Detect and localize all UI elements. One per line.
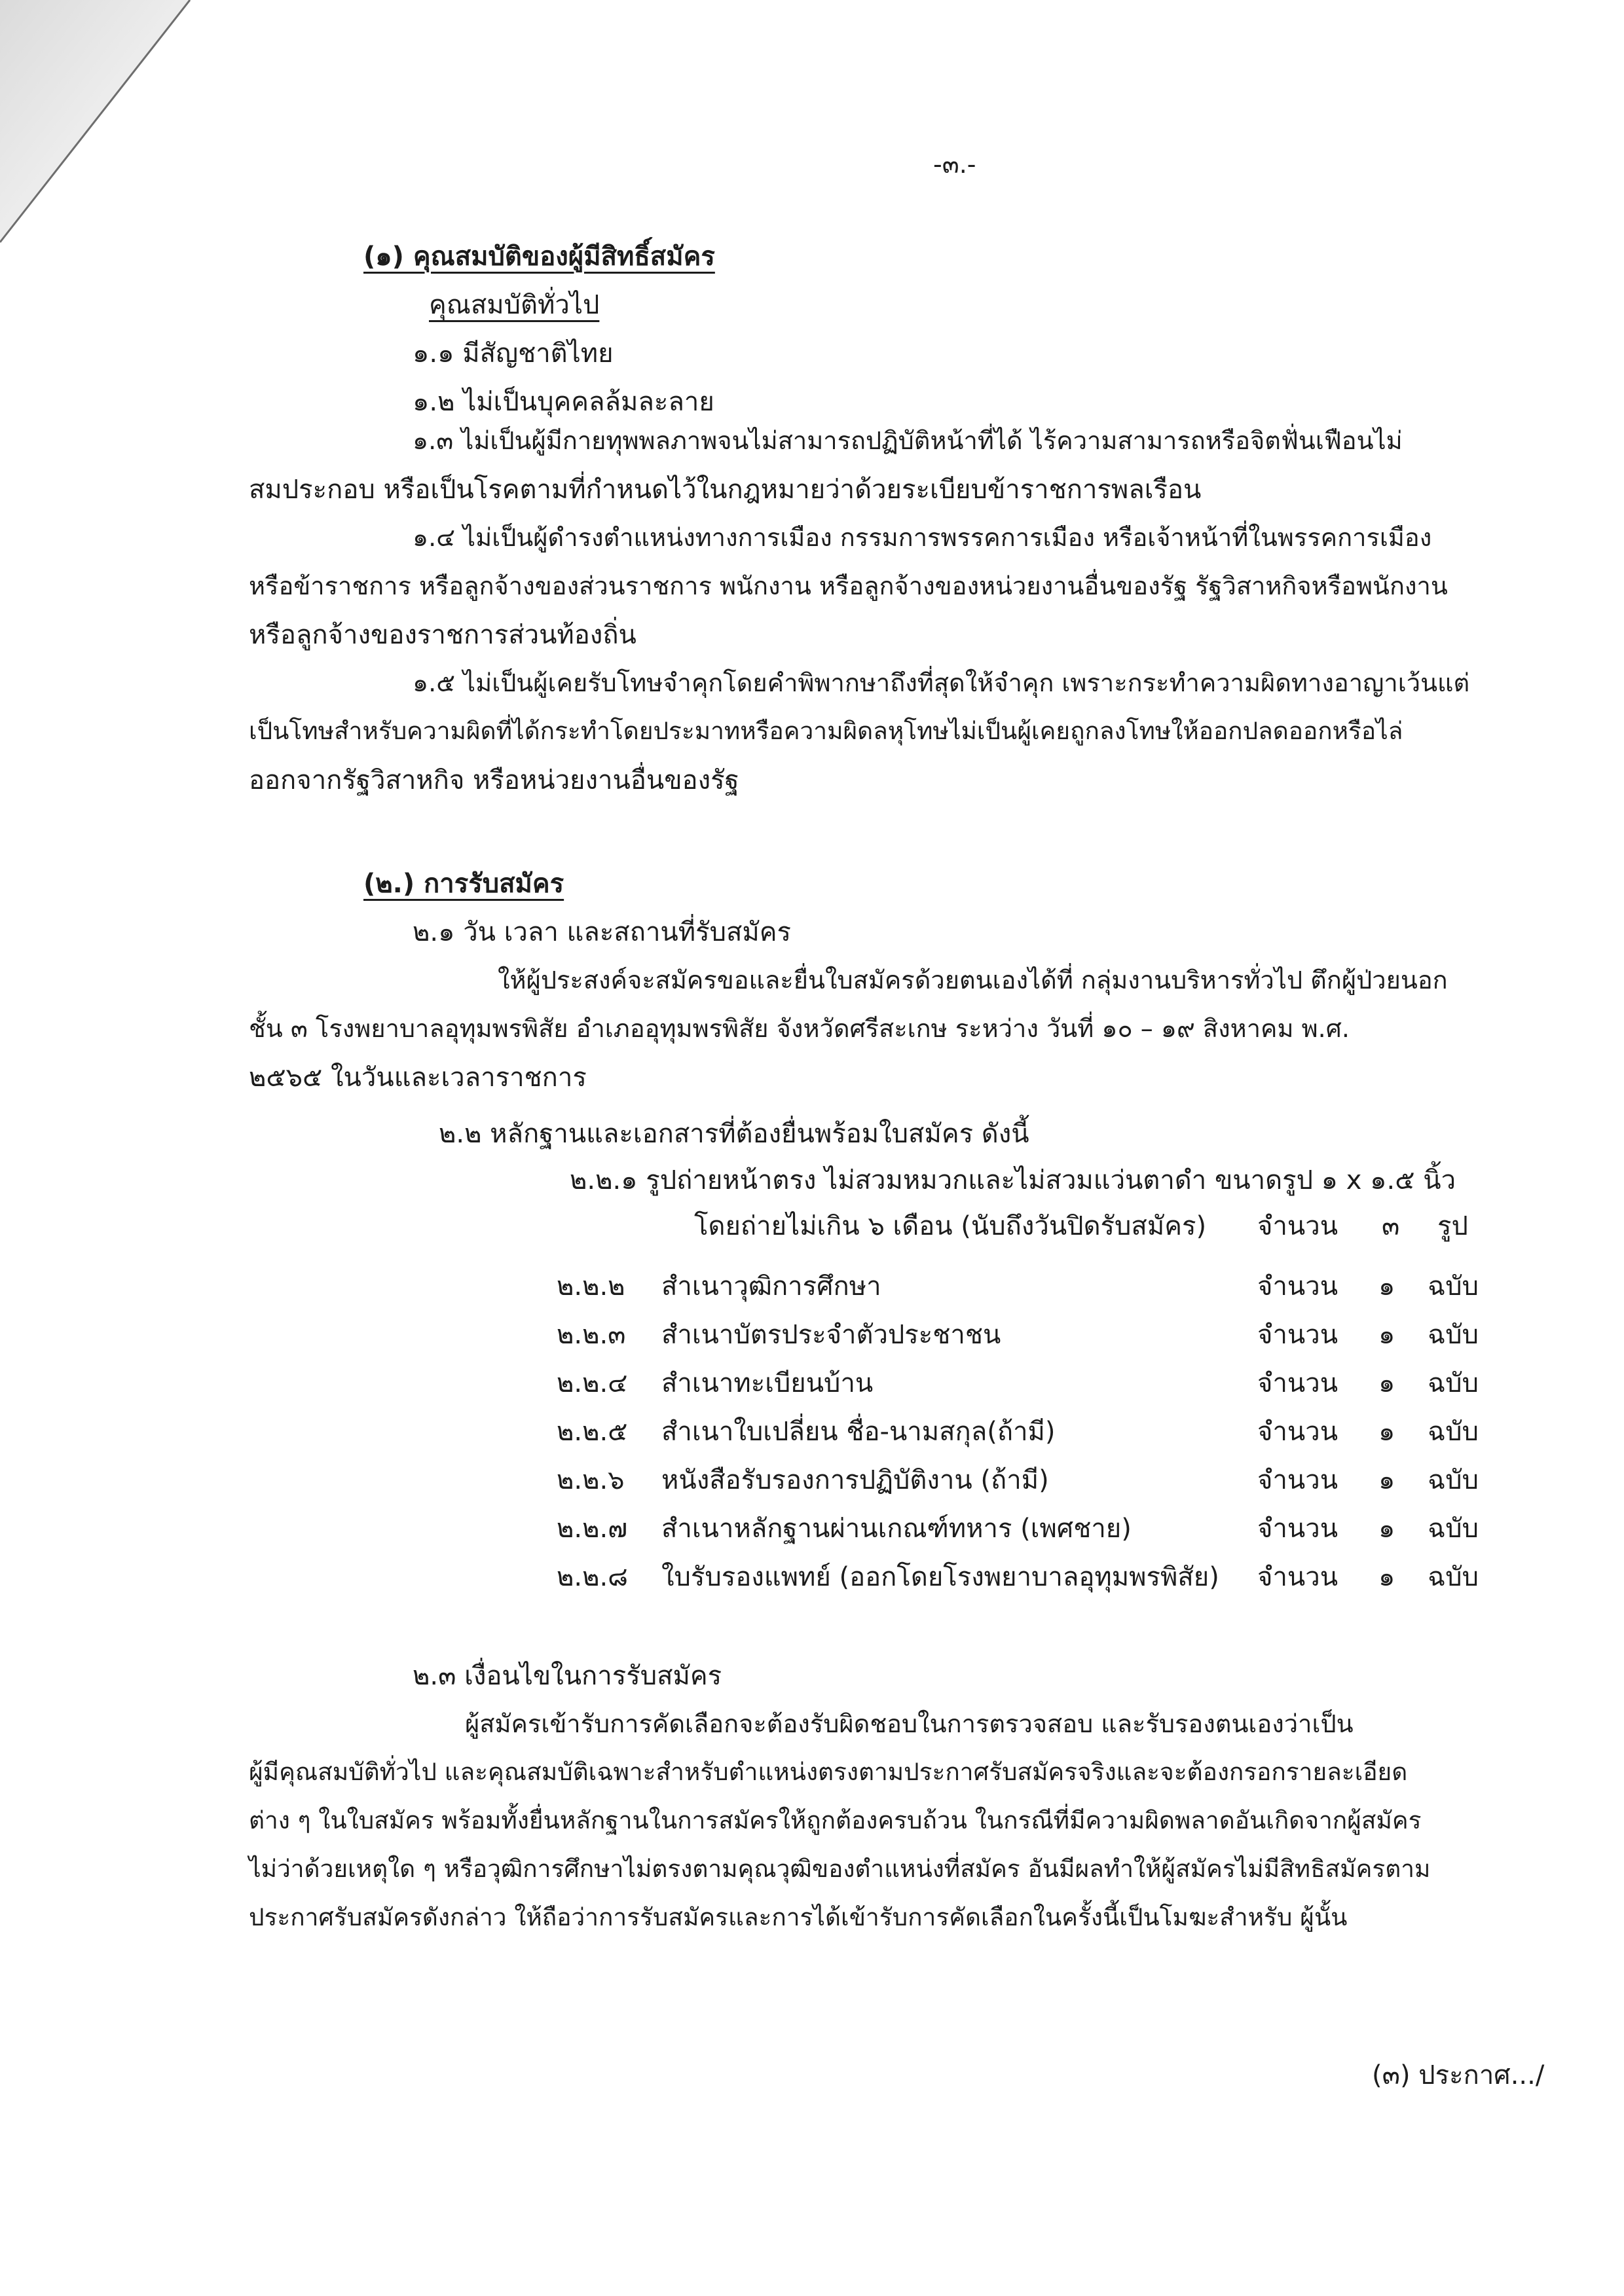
document-item-1-line2 <box>537 1208 1532 1245</box>
qualification-1-3-line2: สมประกอบ หรือเป็นโรคตามที่กำหนดไว้ในกฎหมายว่าด้วยระเบียบข้าราชการพลเรือน <box>249 475 1202 505</box>
document-item-label: หนังสือรับรองการปฏิบัติงาน (ถ้ามี) <box>661 1465 1049 1495</box>
document-item <box>557 1317 1552 1353</box>
document-item-count: ๑ <box>1378 1271 1395 1302</box>
page-corner-fold <box>0 0 196 249</box>
document-item-number: ๒.๒.๖ <box>557 1465 625 1495</box>
document-item <box>557 1365 1552 1402</box>
qualification-1-4-line2: หรือข้าราชการ หรือลูกจ้างของส่วนราชการ พนักงาน หรือลูกจ้างของหน่วยงานอื่นของรัฐ รัฐวิสาหกิจหรือพนักงาน <box>249 572 1448 600</box>
document-item-qty-label: จำนวน <box>1257 1271 1338 1302</box>
document-item-qty-label: จำนวน <box>1257 1368 1338 1398</box>
document-item-count: ๑ <box>1378 1562 1395 1592</box>
document-item-label: สำเนาบัตรประจำตัวประชาชน <box>661 1320 1001 1350</box>
document-item-unit: ฉบับ <box>1428 1320 1479 1350</box>
qualification-1-4-line3: หรือลูกจ้างของราชการส่วนท้องถิ่น <box>249 620 637 650</box>
document-item-qty-label: จำนวน <box>1257 1562 1338 1592</box>
qualification-1-4-line1: ๑.๔ ไม่เป็นผู้ดำรงตำแหน่งทางการเมือง กรรมการพรรคการเมือง หรือเจ้าหน้าที่ในพรรคการเมือง <box>413 523 1432 552</box>
document-item-unit: ฉบับ <box>1428 1271 1479 1302</box>
document-item-unit: ฉบับ <box>1428 1562 1479 1592</box>
document-item-label: สำเนาทะเบียนบ้าน <box>661 1368 874 1398</box>
document-item-number: ๒.๒.๕ <box>557 1417 628 1447</box>
document-item-unit: ฉบับ <box>1428 1514 1479 1544</box>
document-item-1-line1: ๒.๒.๑ รูปถ่ายหน้าตรง ไม่สวมหมวกและไม่สวมแว่นตาดำ ขนาดรูป ๑ x ๑.๕ นิ้ว <box>570 1165 1456 1195</box>
document-item <box>557 1510 1552 1547</box>
document-item-count: ๑ <box>1378 1417 1395 1447</box>
document-item-count: ๑ <box>1378 1514 1395 1544</box>
section2-3-title: ๒.๓ เงื่อนไขในการรับสมัคร <box>413 1661 722 1691</box>
document-item-number: ๒.๒.๘ <box>557 1562 629 1592</box>
document-item-count: ๑ <box>1378 1320 1395 1350</box>
document-item-label: ใบรับรองแพทย์ (ออกโดยโรงพยาบาลอุทุมพรพิสัย) <box>661 1562 1219 1592</box>
document-item-label: สำเนาหลักฐานผ่านเกณฑ์ทหาร (เพศชาย) <box>661 1514 1132 1544</box>
section1-heading: (๑) คุณสมบัติของผู้มีสิทธิ์สมัคร <box>363 242 715 272</box>
qualification-1-5-line3: ออกจากรัฐวิสาหกิจ หรือหน่วยงานอื่นของรัฐ <box>249 765 739 795</box>
footer-continuation: (๓) ประกาศ.../ <box>1372 2060 1545 2090</box>
document-item-1-label: โดยถ่ายไม่เกิน ๖ เดือน (นับถึงวันปิดรับสมัคร) <box>694 1211 1207 1241</box>
section2-1-line3: ๒๕๖๕ ในวันและเวลาราชการ <box>249 1063 587 1093</box>
document-item-count: ๑ <box>1378 1368 1395 1398</box>
document-item-qty-label: จำนวน <box>1257 1465 1338 1495</box>
qualification-1-5-line1: ๑.๕ ไม่เป็นผู้เคยรับโทษจำคุกโดยคำพิพากษาถึงที่สุดให้จำคุก เพราะกระทำความผิดทางอาญาเว้นแต่ <box>413 668 1470 697</box>
qualification-1-5-line2: เป็นโทษสำหรับความผิดที่ได้กระทำโดยประมาทหรือความผิดลหุโทษไม่เป็นผู้เคยถูกลงโทษให้ออกปลดออกหรือไล่ <box>249 717 1403 745</box>
section2-1-title: ๒.๑ วัน เวลา และสถานที่รับสมัคร <box>413 917 792 947</box>
document-item-label: สำเนาวุฒิการศึกษา <box>661 1271 881 1302</box>
section2-1-line2: ชั้น ๓ โรงพยาบาลอุทุมพรพิสัย อำเภออุทุมพรพิสัย จังหวัดศรีสะเกษ ระหว่าง วันที่ ๑๐ – ๑๙ สิงหาคม พ.ศ. <box>249 1014 1350 1043</box>
section2-heading: (๒.) การรับสมัคร <box>363 869 564 899</box>
document-item-qty-label: จำนวน <box>1257 1417 1338 1447</box>
document-item-unit: ฉบับ <box>1428 1417 1479 1447</box>
section1-subheading: คุณสมบัติทั่วไป <box>429 290 600 320</box>
document-item-number: ๒.๒.๗ <box>557 1514 628 1544</box>
section2-1-line1: ให้ผู้ประสงค์จะสมัครขอและยื่นใบสมัครด้วยตนเองได้ที่ กลุ่มงานบริหารทั่วไป ตึกผู้ป่วยนอก <box>498 966 1448 994</box>
qualification-1-3-line1: ๑.๓ ไม่เป็นผู้มีกายทุพพลภาพจนไม่สามารถปฏิบัติหน้าที่ได้ ไร้ความสามารถหรือจิตฟั่นเฟือนไม่ <box>413 426 1403 455</box>
document-item-qty-label: จำนวน <box>1257 1320 1338 1350</box>
section2-3-line3: ต่าง ๆ ในใบสมัคร พร้อมทั้งยื่นหลักฐานในการสมัครให้ถูกต้องครบถ้วน ในกรณีที่มีความผิดพลาดอันเกิดจากผู้สมัคร <box>249 1806 1422 1834</box>
document-item-1-unit: รูป <box>1437 1211 1468 1241</box>
document-item-count: ๑ <box>1378 1465 1395 1495</box>
document-item-label: สำเนาใบเปลี่ยน ชื่อ-นามสกุล(ถ้ามี) <box>661 1417 1056 1447</box>
document-item-unit: ฉบับ <box>1428 1465 1479 1495</box>
section2-3-line4: ไม่ว่าด้วยเหตุใด ๆ หรือวุฒิการศึกษาไม่ตรงตามคุณวุฒิของตำแหน่งที่สมัคร อันมีผลทำให้ผู้สมัครไม่มีสิทธิสมัครตาม <box>249 1855 1431 1883</box>
section2-3-line5: ประกาศรับสมัครดังกล่าว ให้ถือว่าการรับสมัครและการได้เข้ารับการคัดเลือกในครั้งนี้เป็นโมฆะสำหรับ ผู้นั้น <box>249 1903 1348 1931</box>
section2-2-title: ๒.๒ หลักฐานและเอกสารที่ต้องยื่นพร้อมใบสมัคร ดังนี้ <box>439 1119 1029 1149</box>
qualification-1-1: ๑.๑ มีสัญชาติไทย <box>413 338 614 369</box>
document-item-1-count: ๓ <box>1382 1211 1400 1241</box>
document-item <box>557 1559 1552 1595</box>
document-item-1-qty-label: จำนวน <box>1257 1211 1338 1241</box>
document-item-number: ๒.๒.๔ <box>557 1368 628 1398</box>
document-item-qty-label: จำนวน <box>1257 1514 1338 1544</box>
qualification-1-2: ๑.๒ ไม่เป็นบุคคลล้มละลาย <box>413 387 714 417</box>
document-item-number: ๒.๒.๒ <box>557 1271 625 1302</box>
document-item-number: ๒.๒.๓ <box>557 1320 626 1350</box>
document-item-unit: ฉบับ <box>1428 1368 1479 1398</box>
document-item <box>557 1413 1552 1450</box>
section2-3-line2: ผู้มีคุณสมบัติทั่วไป และคุณสมบัติเฉพาะสำหรับตำแหน่งตรงตามประกาศรับสมัครจริงและจะต้องกรอกรายละเอียด <box>249 1758 1408 1786</box>
document-item <box>557 1268 1552 1305</box>
page-number: -๓.- <box>933 150 976 179</box>
section2-3-line1: ผู้สมัครเข้ารับการคัดเลือกจะต้องรับผิดชอบในการตรวจสอบ และรับรองตนเองว่าเป็น <box>465 1709 1354 1738</box>
document-item <box>557 1462 1552 1499</box>
